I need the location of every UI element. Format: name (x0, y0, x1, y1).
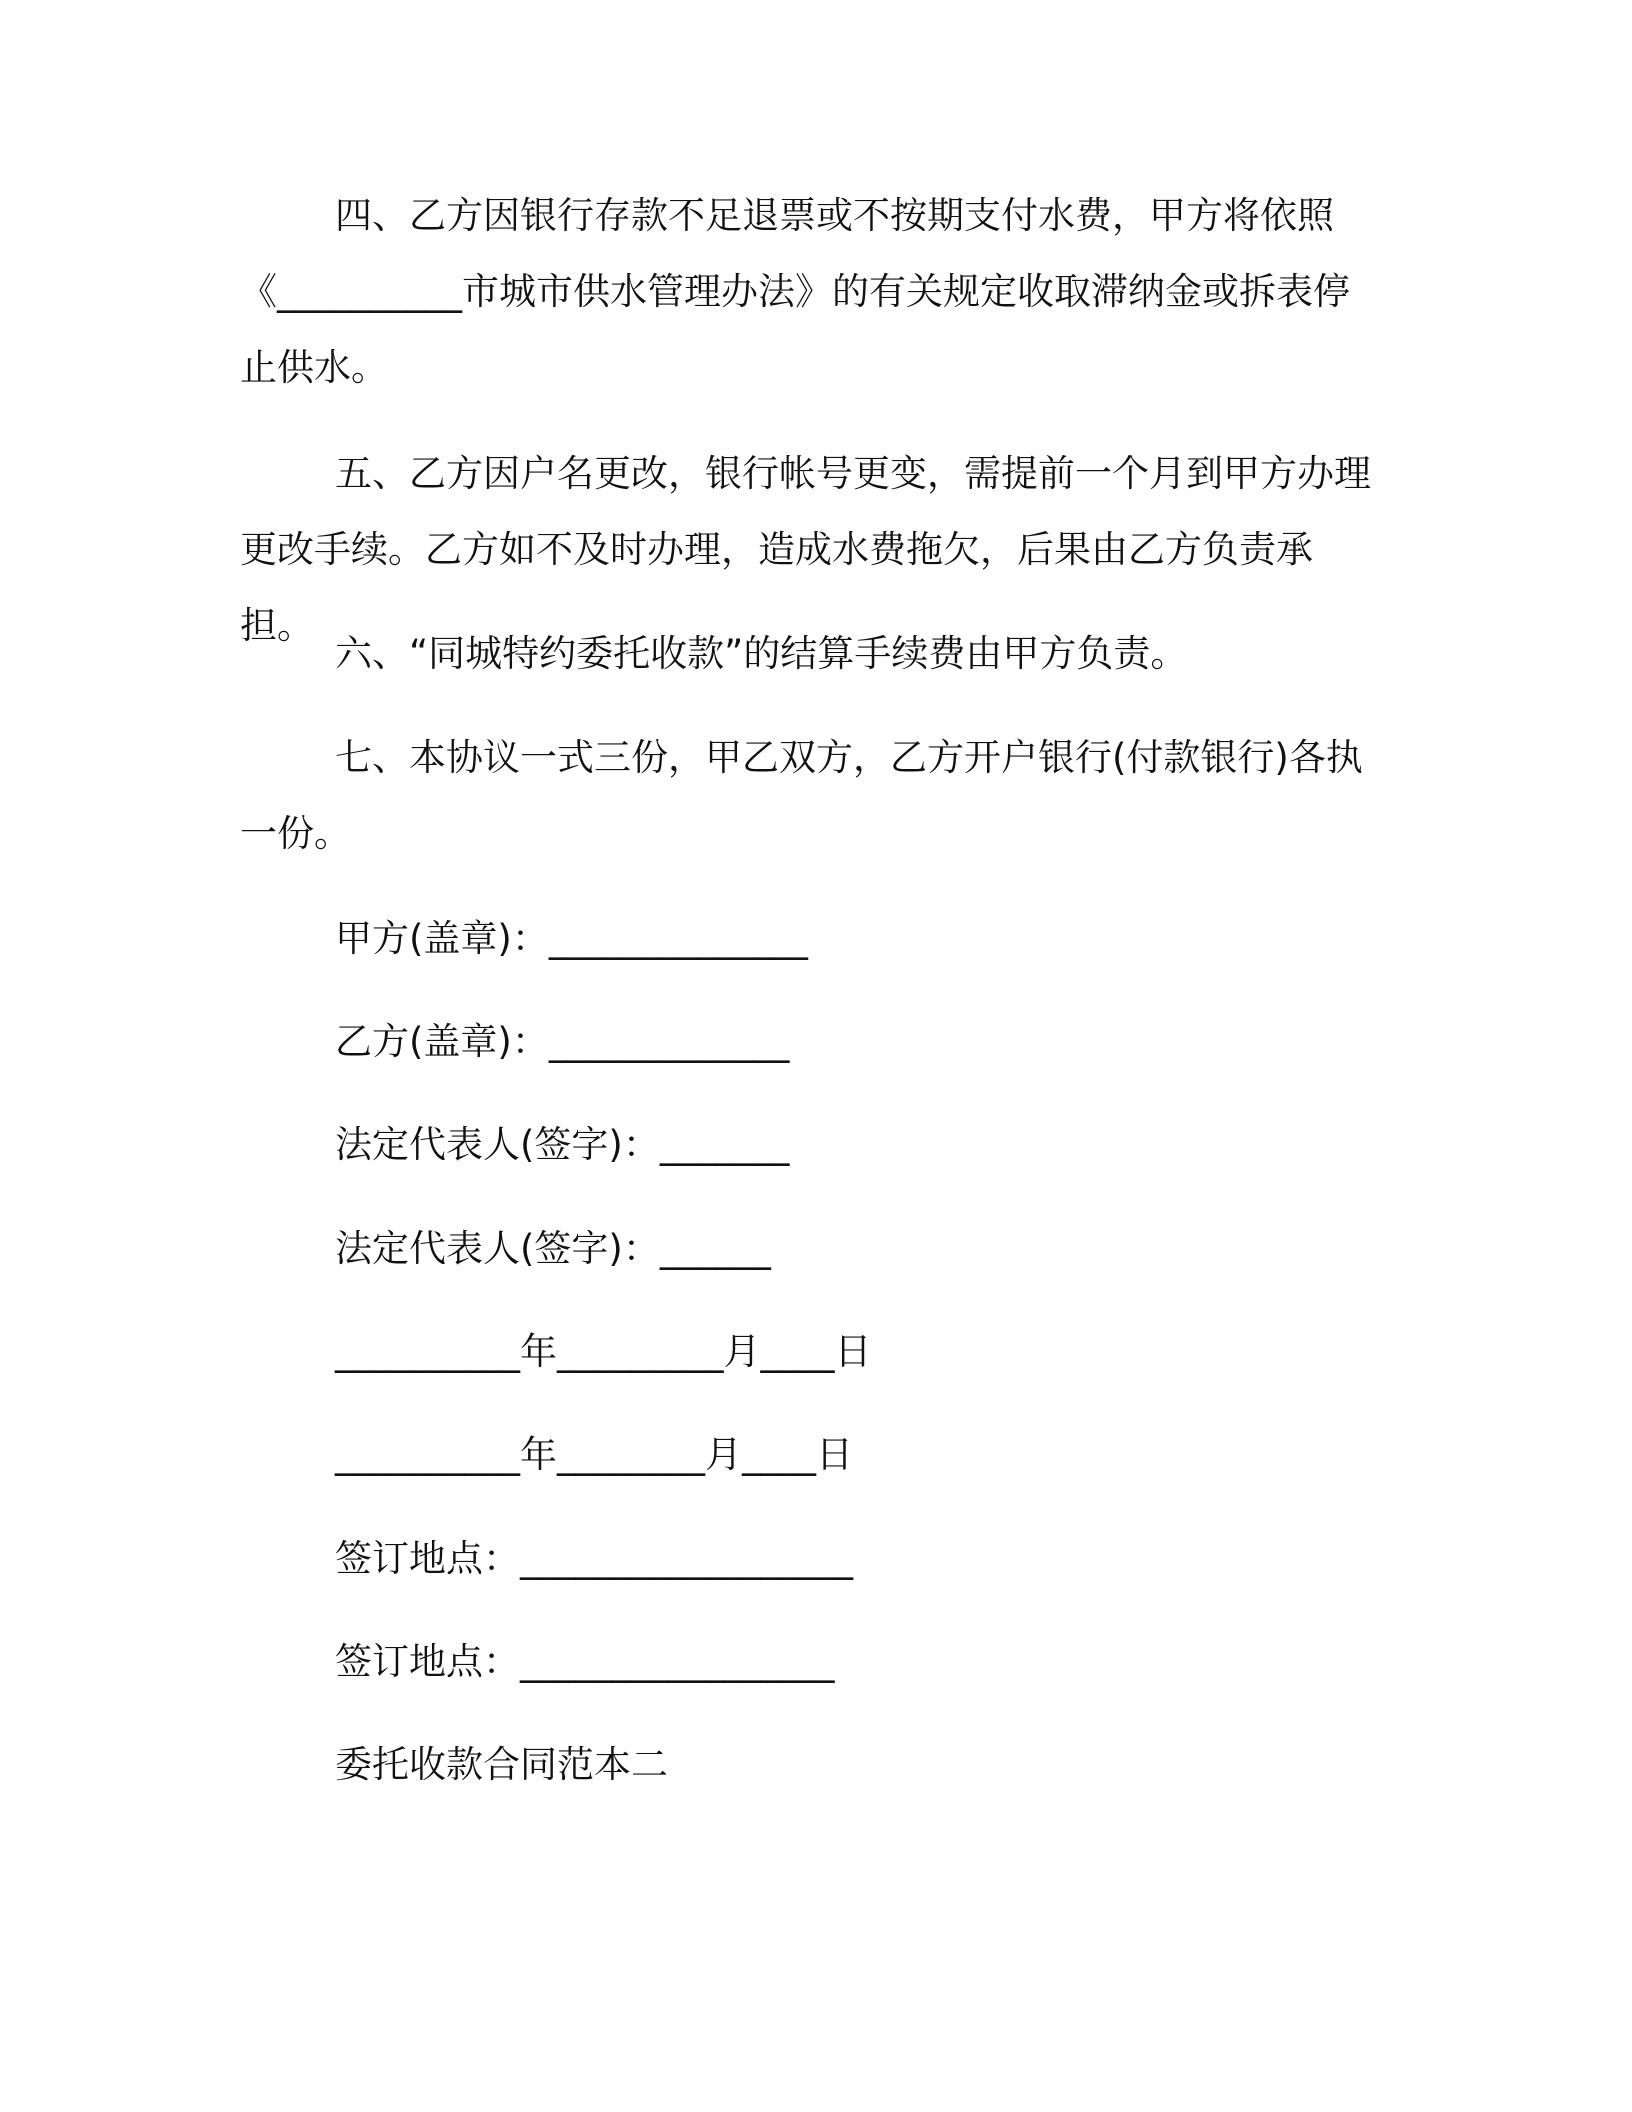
party-a-seal-line: 甲方(盖章)：______________ (335, 917, 808, 960)
legal-rep-sign-line-2: 法定代表人(签字)：______ (335, 1227, 771, 1270)
section-title: 委托收款合同范本二 (335, 1743, 668, 1786)
clause-seven: 七、本协议一式三份，甲乙双方，乙方开户银行(付款银行)各执一份。 (240, 736, 1363, 855)
party-b-seal-line: 乙方(盖章)：_____________ (335, 1020, 790, 1063)
sign-place-line-2: 签订地点：_________________ (335, 1640, 835, 1683)
clause-four: 四、乙方因银行存款不足退票或不按期支付水费，甲方将依照《__________市城市供水管理办法》的有关规定收取滞纳金或拆表停止供水。 (240, 194, 1350, 389)
sign-place-line-1: 签订地点：__________________ (335, 1537, 853, 1580)
clause-six: 六、“同城特约委托收款”的结算手续费由甲方负责。 (335, 632, 1188, 675)
clause-five: 五、乙方因户名更改，银行帐号更变，需提前一个月到甲方办理更改手续。乙方如不及时办理，造成水费拖欠，后果由乙方负责承担。 (240, 452, 1371, 647)
date-line-2: __________年________月____日 (335, 1433, 853, 1476)
legal-rep-sign-line-1: 法定代表人(签字)：_______ (335, 1123, 790, 1166)
date-line-1: __________年_________月____日 (335, 1330, 872, 1373)
